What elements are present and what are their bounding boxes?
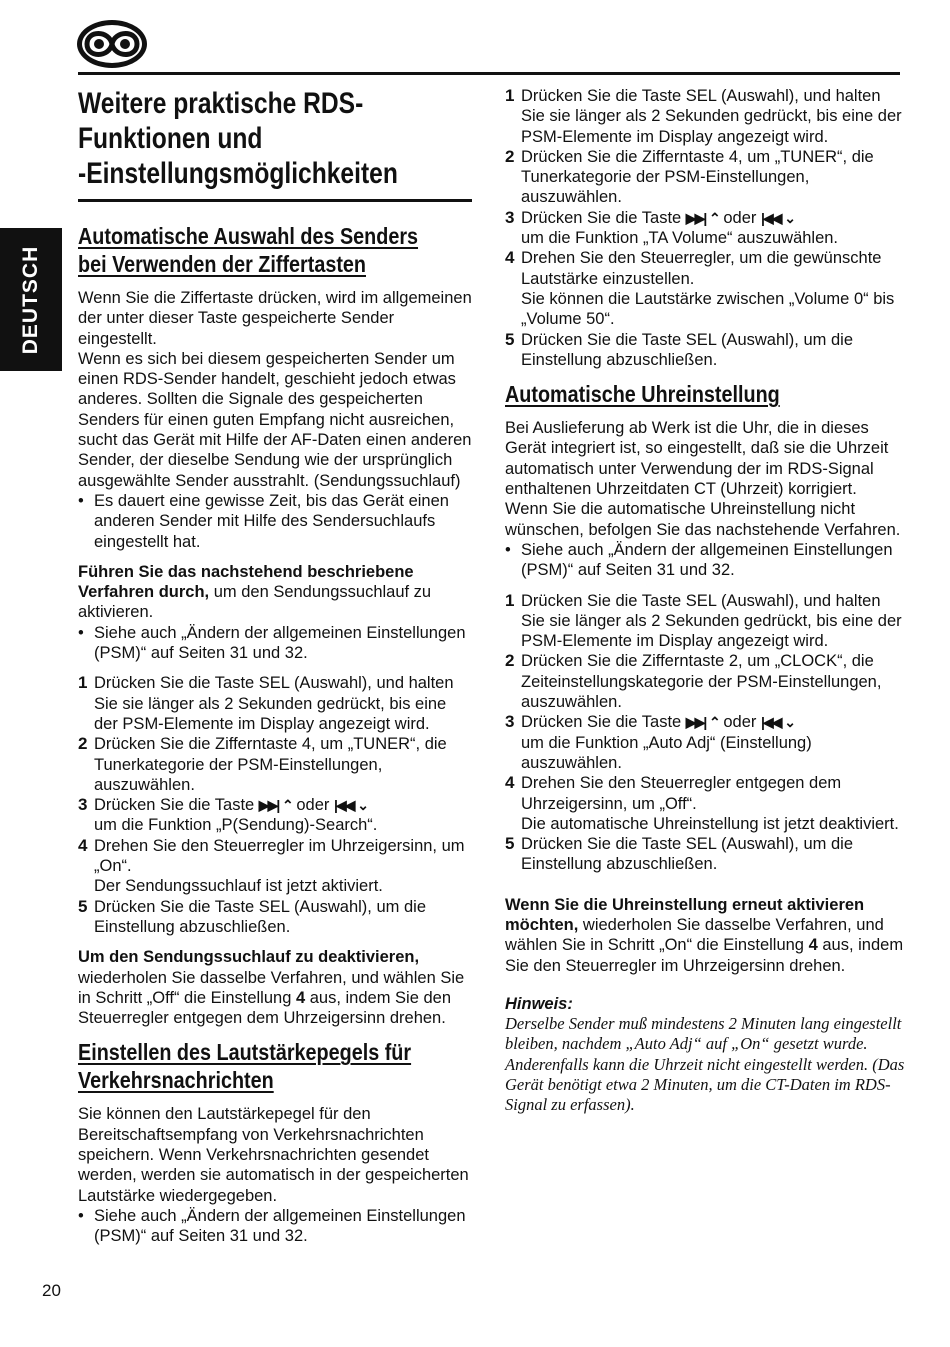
title-rule: [78, 199, 472, 202]
next-track-up-icon: ▶▶| ⌃: [258, 797, 292, 814]
step-number: 1: [505, 590, 515, 610]
title-line: -Einstellungsmöglichkeiten: [78, 157, 398, 190]
page-title: [78, 86, 476, 197]
section-heading-auto-clock: [505, 380, 901, 408]
step-item: [505, 834, 905, 875]
bold-text: 4: [295, 988, 306, 1007]
step-text: Drücken Sie die Zifferntaste 4, um „TUNER“, die Tunerkategorie der PSM-Einstellungen, auszuwählen.: [521, 147, 874, 207]
text: wiederholen Sie dasselbe Verfahren, und wählen Sie in Schritt „Off“ die Einstellung: [78, 968, 465, 1007]
step-text: oder: [718, 713, 761, 732]
step-text: oder: [718, 208, 761, 227]
paragraph: [78, 562, 472, 623]
step-number: 4: [78, 835, 88, 855]
paragraph: [78, 947, 472, 1028]
section-heading-auto-select: [78, 222, 474, 278]
step-item: [505, 651, 905, 712]
bullet-item: • Es dauert eine gewisse Zeit, bis das Gerät einen anderen Sender mit Hilfe des Sendersuchlaufs eingestellt hat.: [78, 491, 472, 552]
prev-track-down-icon: |◀◀ ⌄: [333, 797, 367, 814]
step-text: Drücken Sie die Taste: [94, 796, 259, 815]
step-item: [78, 795, 472, 836]
bullet-item: • Siehe auch „Ändern der allgemeinen Einstellungen (PSM)“ auf Seiten 31 und 32.: [505, 540, 905, 581]
step-text: Drücken Sie die Taste SEL (Auswahl), um die Einstellung abzuschließen.: [521, 835, 853, 874]
step-text: oder: [291, 796, 334, 815]
bullet-item: • Siehe auch „Ändern der allgemeinen Einstellungen (PSM)“ auf Seiten 31 und 32.: [78, 623, 472, 664]
language-side-tab: [0, 228, 62, 371]
paragraph: Bei Auslieferung ab Werk ist die Uhr, die in dieses Gerät integriert ist, so eingestellt, daß sie die Uhrzeit automatisch unter Verwendung der im RDS-Signal enthaltenen Uhrzeitdaten CT (Uhrzeit) korrigiert.: [505, 419, 889, 499]
step-item: [505, 208, 905, 249]
bold-text: 4: [808, 936, 818, 955]
section-heading-ta-volume: [78, 1038, 474, 1094]
step-item: [505, 147, 905, 208]
step-item: [505, 330, 905, 371]
prev-track-down-icon: |◀◀ ⌄: [760, 209, 794, 226]
step-note: Der Sendungssuchlauf ist jetzt aktiviert.: [94, 877, 383, 896]
step-text: Drücken Sie die Taste: [521, 208, 686, 227]
step-text: um die Funktion „TA Volume“ auszuwählen.: [521, 229, 839, 248]
step-item: [78, 734, 472, 795]
step-number: 5: [505, 329, 515, 349]
text: aus, indem Sie den Steuerregler entgegen dem Uhrzeigersinn drehen.: [78, 988, 451, 1028]
step-number: 2: [505, 651, 515, 671]
paragraph: [505, 895, 905, 976]
hint-text: Derselbe Sender muß mindestens 2 Minuten lang eingestellt bleiben, nachdem „Auto Adj“ auf „On“ gesetzt wurde. Anderenfalls kann die Uhrzeit nicht eingestellt werden. (Das Gerät benötigt etwa 2 Minuten, um die CT-Daten im RDS-Signal zu erfassen).: [505, 1014, 905, 1115]
step-number: 3: [78, 795, 88, 815]
step-item: [505, 86, 905, 147]
step-item: [78, 897, 472, 938]
step-text: Drücken Sie die Zifferntaste 2, um „CLOCK“, die Zeiteinstellungskategorie der PSM-Einstellungen, auszuwählen.: [521, 652, 882, 712]
step-number: 2: [78, 734, 88, 754]
step-item: [505, 773, 905, 834]
text: wiederholen Sie dasselbe Verfahren, und wählen Sie in Schritt „On“ die Einstellung: [505, 915, 884, 955]
step-text: Drücken Sie die Taste SEL (Auswahl), und halten Sie sie länger als 2 Sekunden gedrückt, bis eine der PSM-Elemente im Display angezeigt wird.: [521, 591, 902, 651]
step-text: Drücken Sie die Taste SEL (Auswahl), und halten Sie sie länger als 2 Sekunden gedrückt, bis eine der PSM-Elemente im Display angezeigt wird.: [521, 87, 902, 146]
step-text: Drücken Sie die Taste SEL (Auswahl), und halten Sie sie länger als 2 Sekunden gedrückt, bis eine der PSM-Elemente im Display angezeigt wird.: [94, 674, 454, 733]
heading-line: bei Verwenden der Ziffertasten: [78, 251, 366, 277]
heading-line: Automatische Auswahl des Senders: [78, 223, 419, 249]
step-number: 1: [78, 673, 88, 693]
hint-heading: Hinweis:: [505, 994, 573, 1013]
step-number: 4: [505, 773, 515, 793]
text: um den Sendungssuchlauf zu aktivieren.: [78, 583, 432, 622]
step-item: [78, 673, 472, 734]
step-item: [505, 248, 905, 329]
step-note: Sie können die Lautstärke zwischen „Volume 0“ bis „Volume 50“.: [521, 289, 895, 329]
right-column: [505, 86, 905, 1116]
step-text: Drücken Sie die Taste SEL (Auswahl), um die Einstellung abzuschließen.: [521, 330, 853, 369]
step-number: 3: [505, 207, 515, 227]
step-number: 2: [505, 146, 515, 166]
top-rule: [78, 72, 900, 75]
paragraph: Sie können den Lautstärkepegel für den Bereitschaftsempfang von Verkehrsnachrichten speichern. Wenn Verkehrsnachrichten gesendet werden, werden sie automatisch in der gespeicherten Lautstärke wiedergegeben.: [78, 1105, 469, 1205]
title-line: Funktionen und: [78, 122, 263, 155]
step-number: 3: [505, 712, 515, 732]
text: aus, indem Sie den Steuerregler im Uhrzeigersinn drehen.: [505, 936, 904, 975]
side-tab-label: DEUTSCH: [19, 245, 42, 354]
heading-line: Einstellen des Lautstärkepegels für: [78, 1039, 412, 1066]
paragraph: Wenn es sich bei diesem gespeicherten Sender um einen RDS-Sender handelt, geschieht jedoch etwas anderes. Sollten die Signale des gespeicherten Senders für einen guten Empfang nicht ausreichen, sucht das Gerät mit Hilfe der AF-Daten einen anderen Sender, der dieselbe Sendung wie der ursprünglich ausgewählte Sender ausstrahlt. (Sendungssuchlauf): [78, 349, 472, 490]
step-number: 5: [78, 896, 88, 916]
step-item: [505, 712, 905, 773]
bold-text: Wenn Sie die Uhreinstellung erneut aktivieren möchten,: [505, 895, 865, 934]
step-text: um die Funktion „P(Sendung)-Search“.: [94, 816, 378, 835]
step-text: Drücken Sie die Taste SEL (Auswahl), um die Einstellung abzuschließen.: [94, 897, 426, 936]
heading-line: Automatische Uhreinstellung: [505, 381, 780, 408]
step-note: Die automatische Uhreinstellung ist jetzt deaktiviert.: [521, 814, 899, 833]
paragraph: Wenn Sie die automatische Uhreinstellung nicht wünschen, befolgen Sie das nachstehende Verfahren.: [505, 500, 901, 539]
paragraph: Wenn Sie die Ziffertaste drücken, wird im allgemeinen der unter dieser Taste gespeicherte Sender eingestellt.: [78, 289, 472, 348]
step-item: [78, 836, 472, 897]
next-track-up-icon: ▶▶| ⌃: [685, 209, 719, 226]
left-column: [78, 86, 472, 1246]
step-item: [505, 591, 905, 652]
step-number: 4: [505, 248, 515, 268]
step-text: Drücken Sie die Zifferntaste 4, um „TUNER“, die Tunerkategorie der PSM-Einstellungen, auszuwählen.: [94, 735, 447, 794]
title-line: Weitere praktische RDS-: [78, 87, 364, 120]
step-text: um die Funktion „Auto Adj“ (Einstellung) auszuwählen.: [521, 733, 812, 772]
step-text: Drücken Sie die Taste: [521, 713, 686, 732]
step-text: Drehen Sie den Steuerregler im Uhrzeigersinn, um „On“.: [94, 836, 465, 876]
bullet-item: • Siehe auch „Ändern der allgemeinen Einstellungen (PSM)“ auf Seiten 31 und 32.: [78, 1206, 472, 1247]
page-number: 20: [42, 1281, 61, 1300]
step-number: 5: [505, 834, 515, 854]
prev-track-down-icon: |◀◀ ⌄: [760, 714, 794, 731]
bold-text: Um den Sendungssuchlauf zu deaktivieren,: [78, 948, 420, 967]
rds-logo-icon: [75, 18, 149, 70]
step-number: 1: [505, 86, 515, 105]
bold-text: Führen Sie das nachstehend beschriebene Verfahren durch,: [78, 562, 414, 602]
step-text: Drehen Sie den Steuerregler, um die gewünschte Lautstärke einzustellen.: [521, 249, 882, 288]
step-text: Drehen Sie den Steuerregler entgegen dem Uhrzeigersinn, um „Off“.: [521, 774, 842, 813]
heading-line: Verkehrsnachrichten: [78, 1067, 274, 1094]
next-track-up-icon: ▶▶| ⌃: [685, 714, 719, 731]
